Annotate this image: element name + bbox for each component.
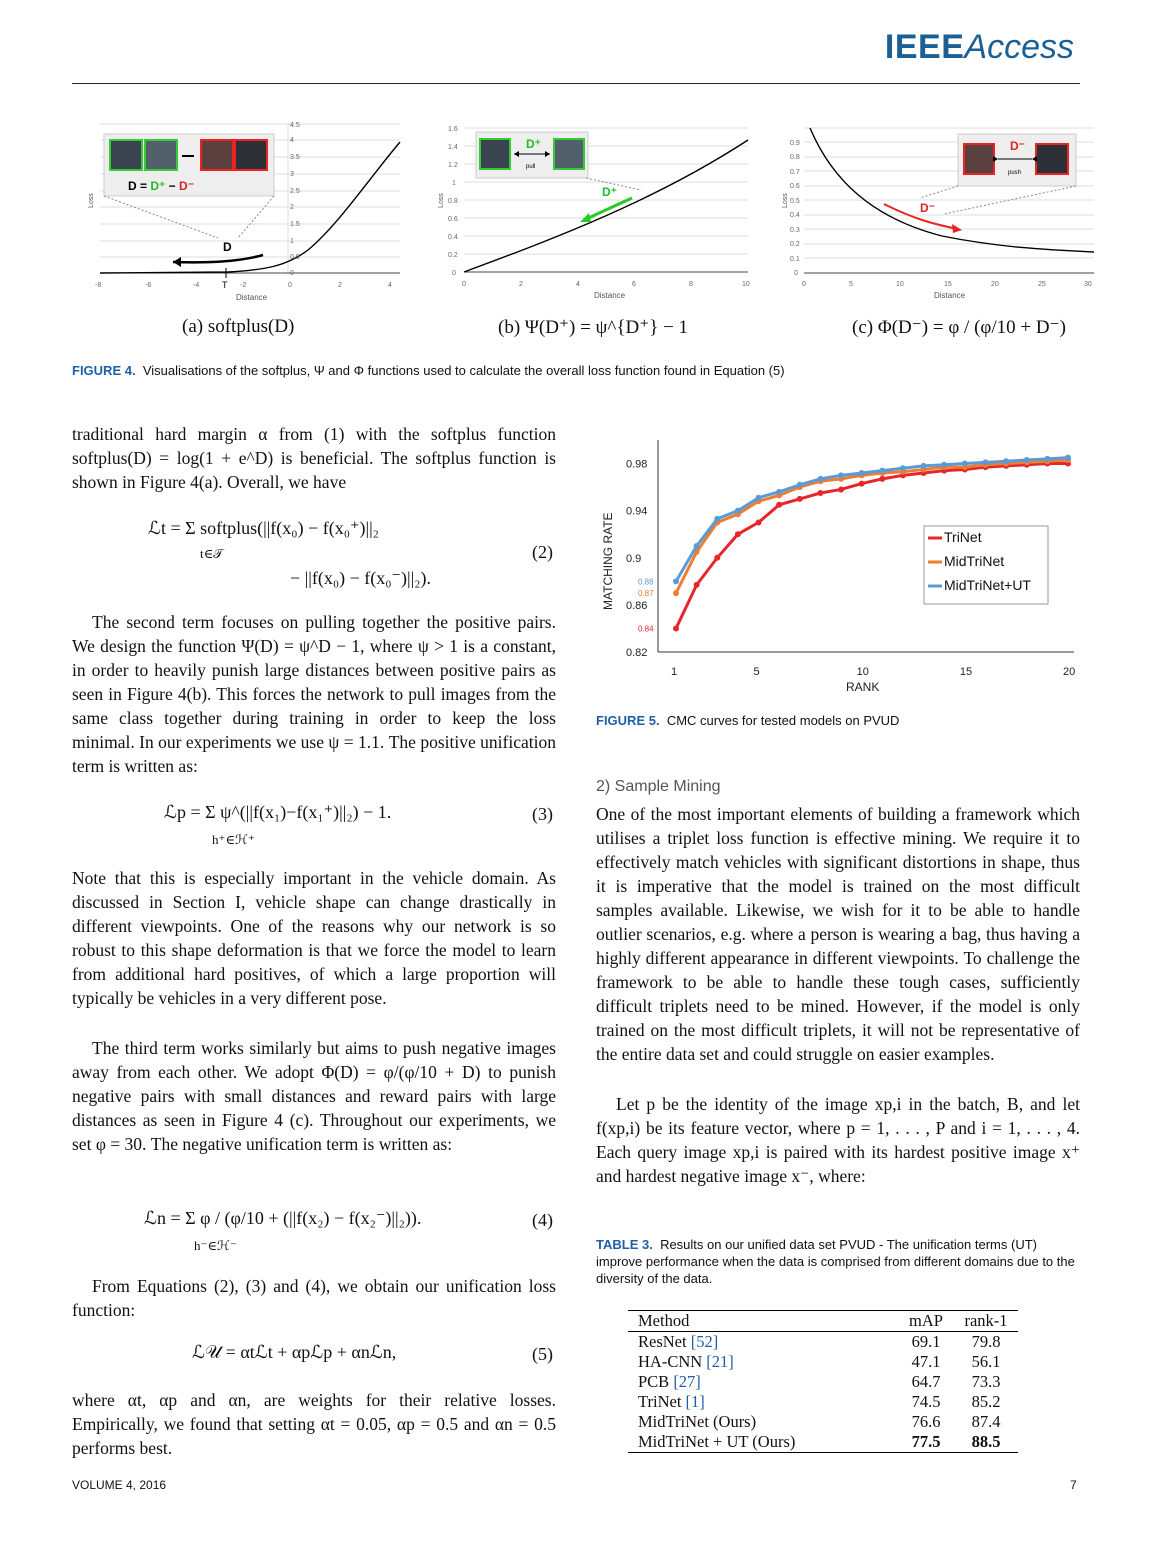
section-heading-sample-mining: 2) Sample Mining <box>596 778 721 795</box>
panel-c-xtick: 0 <box>802 281 806 288</box>
table-row <box>628 1372 1018 1392</box>
cmc-data-point <box>1044 456 1050 462</box>
table-cell-method: ResNet <box>638 1332 687 1351</box>
cmc-xlabel: RANK <box>846 680 880 694</box>
panel-b-ytick: 1.6 <box>448 126 458 133</box>
cmc-data-point <box>756 519 762 525</box>
panel-b-ytick: 0.8 <box>448 198 458 205</box>
table-cell-map: 64.7 <box>911 1372 941 1391</box>
panel-a-ytick: 1.5 <box>290 221 300 228</box>
panel-b-xtick: 8 <box>689 281 693 288</box>
cmc-data-point <box>900 465 906 471</box>
table-cell-rank1: 87.4 <box>971 1412 1001 1431</box>
cmc-data-point <box>673 578 679 584</box>
cmc-ytick-label: 0.86 <box>626 599 648 612</box>
cmc-data-point <box>879 468 885 474</box>
cmc-legend-label: TriNet <box>944 529 982 545</box>
cmc-xtick-label: 10 <box>856 666 869 678</box>
panel-a-ytick: 4.5 <box>290 122 300 129</box>
panel-a-pointer: D <box>223 240 232 254</box>
figure5-cmc-chart <box>598 430 1086 700</box>
panel-c-push-label: push <box>1008 170 1022 176</box>
cmc-annotation: 0.84 <box>638 624 654 634</box>
panel-b-ytick: 1.4 <box>448 144 458 151</box>
panel-c-arrow-label: D⁻ <box>920 201 935 215</box>
panel-a-ytick: 0.5 <box>290 254 300 261</box>
table-row <box>628 1432 1018 1453</box>
left-para-3: Note that this is especially important in the vehicle domain. As discussed in Section I, vehicle shape can change drastically in different viewpoints. One of the reasons why our network is so robust to this shape deformation is that we force the model to learn from additional hard positives, of which a large proportion will typically be vehicles in a very different pose. <box>72 868 556 1008</box>
figure4-caption-label: FIGURE 4. <box>72 363 136 378</box>
table-row <box>628 1332 1018 1353</box>
cmc-ytick-label: 0.94 <box>626 505 648 518</box>
table-cell-rank1: 88.5 <box>954 1432 1018 1453</box>
cmc-annotation: 0.87 <box>638 589 654 599</box>
table-cell-method: HA-CNN <box>638 1352 703 1371</box>
equation-4-sub: h⁻∈ℋ⁻ <box>194 1238 237 1253</box>
figure4-panel-a <box>88 120 406 305</box>
figure4-sublabel-b: (b) Ψ(D⁺) = ψ^{D⁺} − 1 <box>498 317 689 338</box>
equation-5-number: (5) <box>532 1344 553 1364</box>
panel-a-ytick: 3 <box>290 171 294 178</box>
citation-link[interactable]: [27] <box>673 1372 701 1391</box>
figure5-caption <box>596 712 1080 729</box>
panel-b-xtick: 0 <box>462 281 466 288</box>
cmc-data-point <box>982 459 988 465</box>
panel-c-ytick: 0.9 <box>790 140 800 147</box>
cmc-data-point <box>817 476 823 482</box>
cmc-ylabel: MATCHING RATE <box>601 512 615 610</box>
panel-a-ytick: 2.5 <box>290 188 300 195</box>
panel-b-xlabel: Distance <box>594 291 626 300</box>
figure4-sublabel-c: (c) Φ(D⁻) = φ / (φ/10 + D⁻) <box>852 317 1066 338</box>
table-row <box>628 1352 1018 1372</box>
cmc-data-point <box>838 472 844 478</box>
table-header-rank1: rank-1 <box>954 1311 1018 1332</box>
panel-b-xtick: 6 <box>632 281 636 288</box>
panel-c-badge: D⁻ <box>1010 139 1025 153</box>
cmc-xtick-label: 5 <box>753 666 760 678</box>
cmc-data-point <box>756 495 762 501</box>
panel-c-ytick: 0.8 <box>790 154 800 161</box>
panel-b-ytick: 0 <box>452 270 456 277</box>
citation-link[interactable]: [52] <box>690 1332 719 1351</box>
table-row <box>628 1392 1018 1412</box>
left-para-6: where αt, αp and αn, are weights for their relative losses. Empirically, we found that setting αt = 0.05, αp = 0.5 and αn = 0.5 performs best. <box>72 1390 556 1458</box>
panel-c-xtick: 15 <box>944 281 952 288</box>
footer-page-number: 7 <box>1070 1478 1077 1492</box>
panel-c-ylabel: Loss <box>782 193 789 208</box>
panel-c-xtick: 25 <box>1038 281 1046 288</box>
table-cell-map: 76.6 <box>911 1412 941 1431</box>
panel-b-ylabel: Loss <box>438 193 445 208</box>
equation-5: ℒ𝒰 = αtℒt + αpℒp + αnℒn, <box>192 1342 397 1362</box>
panel-a-eq: D = D⁺ − D⁻ <box>128 179 195 193</box>
journal-logo: IEEEAccess <box>884 28 1074 66</box>
figure4-sublabel-a: (a) softplus(D) <box>182 316 295 337</box>
table-header-method: Method <box>628 1311 898 1332</box>
panel-a-ytick: 2 <box>290 204 294 211</box>
panel-a-xtick: -8 <box>95 282 102 289</box>
table-cell-method: TriNet <box>638 1392 682 1411</box>
table-cell-method: MidTriNet + UT (Ours) <box>628 1432 898 1453</box>
panel-b-ytick: 1 <box>452 180 456 187</box>
panel-c-xtick: 30 <box>1084 281 1092 288</box>
cmc-data-point <box>694 543 700 549</box>
citation-link[interactable]: [21] <box>706 1352 734 1371</box>
panel-b-ytick: 0.2 <box>448 252 458 259</box>
cmc-data-point <box>962 461 968 467</box>
panel-c-ytick: 0.2 <box>790 241 800 248</box>
figure4-caption <box>72 362 1080 379</box>
cmc-data-point <box>694 582 700 588</box>
cmc-legend-label: MidTriNet+UT <box>944 577 1031 593</box>
panel-a-t-label: T <box>222 280 228 290</box>
panel-b-ytick: 0.4 <box>448 234 458 241</box>
table-cell-map: 74.5 <box>911 1392 941 1411</box>
table3-caption-text: Results on our unified data set PVUD - The unification terms (UT) improve performance when the data is comprised from different domains due to the diversity of the data. <box>596 1237 1075 1286</box>
figure5-caption-text: CMC curves for tested models on PVUD <box>666 713 900 728</box>
panel-c-xtick: 5 <box>849 281 853 288</box>
left-para-5: From Equations (2), (3) and (4), we obtain our unification loss function: <box>72 1276 556 1320</box>
cmc-ytick-label: 0.82 <box>626 647 648 659</box>
panel-a-xtick: -4 <box>193 282 200 289</box>
table3 <box>628 1310 1018 1453</box>
panel-a-xtick: 2 <box>338 282 342 289</box>
panel-c-ytick: 0.4 <box>790 212 800 219</box>
table-cell-rank1: 79.8 <box>971 1332 1001 1351</box>
table-cell-map: 69.1 <box>911 1332 941 1351</box>
panel-c-ytick: 0 <box>794 270 798 277</box>
cmc-data-point <box>1024 457 1030 463</box>
table3-caption-label: TABLE 3. <box>596 1237 653 1252</box>
cmc-data-point <box>735 531 741 537</box>
panel-a-ytick: 0 <box>290 270 294 277</box>
equation-3-sub: h⁺∈ℋ⁺ <box>212 832 255 847</box>
left-para-4: The third term works similarly but aims to push negative images away from each other. We adopt Φ(D) = φ/(φ/10 + D) to punish negative pairs with small distances and reward pairs with large distances as seen in Figure 4 (c). Throughout our experiments, we set φ = 30. The negative unification term is written as: <box>72 1038 556 1154</box>
panel-b-ytick: 0.6 <box>448 216 458 223</box>
cmc-data-point <box>879 476 885 482</box>
table-cell-method: PCB <box>638 1372 670 1391</box>
cmc-xtick-label: 15 <box>959 666 973 678</box>
left-para-1: traditional hard margin α from (1) with the softplus function softplus(D) = log(1 + e^D) is beneficial. The softplus function is shown in Figure 4(a). Overall, we have <box>72 424 556 492</box>
panel-b-badge: D⁺ <box>526 137 541 151</box>
equation-4: ℒn = Σ φ / (φ/10 + (||f(x₂) − f(x₂⁻)||₂)). <box>144 1208 422 1228</box>
cmc-data-point <box>776 502 782 508</box>
panel-c-xlabel: Distance <box>934 291 966 300</box>
table-cell-map: 77.5 <box>898 1432 954 1453</box>
figure4-panel-c <box>782 120 1100 305</box>
panel-b-ytick: 1.2 <box>448 162 458 169</box>
panel-a-xtick: -2 <box>240 282 247 289</box>
panel-b-arrow-label: D⁺ <box>602 185 617 199</box>
cmc-data-point <box>1003 458 1009 464</box>
cmc-xtick-label: 1 <box>671 666 678 678</box>
table-cell-map: 47.1 <box>911 1352 941 1371</box>
panel-c-ytick: 0.5 <box>790 198 800 205</box>
panel-c-xtick: 20 <box>991 281 999 288</box>
cmc-data-point <box>714 516 720 522</box>
cmc-data-point <box>673 625 679 631</box>
equation-2-sub: t∈𝒯 <box>200 546 224 561</box>
panel-a-xlabel: Distance <box>236 293 268 302</box>
panel-a-xtick: 4 <box>388 282 392 289</box>
table3-caption <box>596 1236 1080 1287</box>
table-cell-method: MidTriNet (Ours) <box>638 1412 757 1431</box>
cmc-annotation: 0.88 <box>638 577 654 587</box>
cmc-data-point <box>859 470 865 476</box>
cmc-data-point <box>941 462 947 468</box>
panel-a-ytick: 4 <box>290 137 294 144</box>
panel-c-ytick: 0.1 <box>790 256 800 263</box>
cmc-data-point <box>859 481 865 487</box>
panel-a-xtick: 0 <box>288 282 292 289</box>
panel-b-xtick: 2 <box>519 281 523 288</box>
left-para-2: The second term focuses on pulling together the positive pairs. We design the function Ψ(D) = ψ^D − 1, where ψ > 1 is a constant, in order to heavily punish large distances between positive pairs as seen in Figure 4(b). This forces the network to pull images from the same class together during training in order to keep the loss minimal. In our experiments we use ψ = 1.1. The positive unification term is written as: <box>72 612 556 776</box>
figure4-caption-text: Visualisations of the softplus, Ψ and Φ functions used to calculate the overall loss function found in Equation (5) <box>142 363 785 378</box>
table-header-map: mAP <box>898 1311 954 1332</box>
cmc-data-point <box>776 489 782 495</box>
cmc-data-point <box>838 486 844 492</box>
cmc-data-point <box>817 490 823 496</box>
panel-b-xtick: 4 <box>576 281 580 288</box>
panel-c-ytick: 0.7 <box>790 169 800 176</box>
panel-b-xtick: 10 <box>742 281 750 288</box>
footer-volume: VOLUME 4, 2016 <box>72 1478 167 1492</box>
table-header-row <box>628 1311 1018 1332</box>
panel-a-ylabel: Loss <box>88 193 95 208</box>
right-para-2: Let p be the identity of the image xp,i in the batch, B, and let f(xp,i) be its feature vector, where p = 1, . . . , P and i = 1, . . . , 4. Each query image xp,i is paired with its hardest positive image x⁺ and hardest negative image x⁻, where: <box>596 1094 1080 1186</box>
cmc-data-point <box>797 482 803 488</box>
equation-4-number: (4) <box>532 1210 553 1230</box>
cmc-data-point <box>797 496 803 502</box>
equation-2-number: (2) <box>532 542 553 562</box>
figure4-panel-b <box>436 120 756 305</box>
cmc-xtick-label: 20 <box>1063 666 1076 678</box>
cmc-data-point <box>735 508 741 514</box>
cmc-data-point <box>673 590 679 596</box>
cmc-data-point <box>1065 455 1071 461</box>
equation-2-line-1: ℒt = Σ softplus(||f(x₀) − f(x₀⁺)||₂ <box>148 518 379 538</box>
panel-a-ytick: 1 <box>290 238 294 245</box>
panel-c-xtick: 10 <box>896 281 904 288</box>
equation-2-line-2: − ||f(x₀) − f(x₀⁻)||₂). <box>290 568 432 588</box>
figure5-caption-label: FIGURE 5. <box>596 713 660 728</box>
panel-a-xtick: -6 <box>145 282 152 289</box>
panel-c-ytick: 0.3 <box>790 227 800 234</box>
panel-b-pull-label: pull <box>526 164 536 170</box>
equation-3: ℒp = Σ ψ^(||f(x₁)−f(x₁⁺)||₂) − 1. <box>164 802 392 822</box>
header-rule <box>72 83 1080 84</box>
cmc-legend-label: MidTriNet <box>944 553 1005 569</box>
right-para-1: One of the most important elements of building a framework which utilises a triplet loss function is effective mining. We require it to effectively match vehicles with significant distortions in shape, thus it is imperative that the model is trained on the most difficult samples available. Likewise, we wish for it to be able to handle outlier scenarios, e.g. where a person is wearing a bag, thus having a highly different appearance in different viewpoints. To challenge the framework to be able to handle these tough cases, sufficiently difficult triplets need to be mined. However, if the model is only trained on the most difficult triplets, it will not be representative of the entire data set and could struggle on easier examples. <box>596 804 1080 1064</box>
cmc-ytick-label: 0.9 <box>626 552 642 565</box>
equation-3-number: (3) <box>532 804 553 824</box>
cmc-data-point <box>921 463 927 469</box>
cmc-data-point <box>714 555 720 561</box>
table-cell-rank1: 73.3 <box>971 1372 1001 1391</box>
table-cell-rank1: 85.2 <box>971 1392 1001 1411</box>
citation-link[interactable]: [1] <box>685 1392 705 1411</box>
cmc-ytick-label: 0.98 <box>626 458 648 471</box>
panel-c-ytick: 0.6 <box>790 183 800 190</box>
panel-a-ytick: 3.5 <box>290 154 300 161</box>
table-row <box>628 1412 1018 1432</box>
table-cell-rank1: 56.1 <box>971 1352 1001 1371</box>
